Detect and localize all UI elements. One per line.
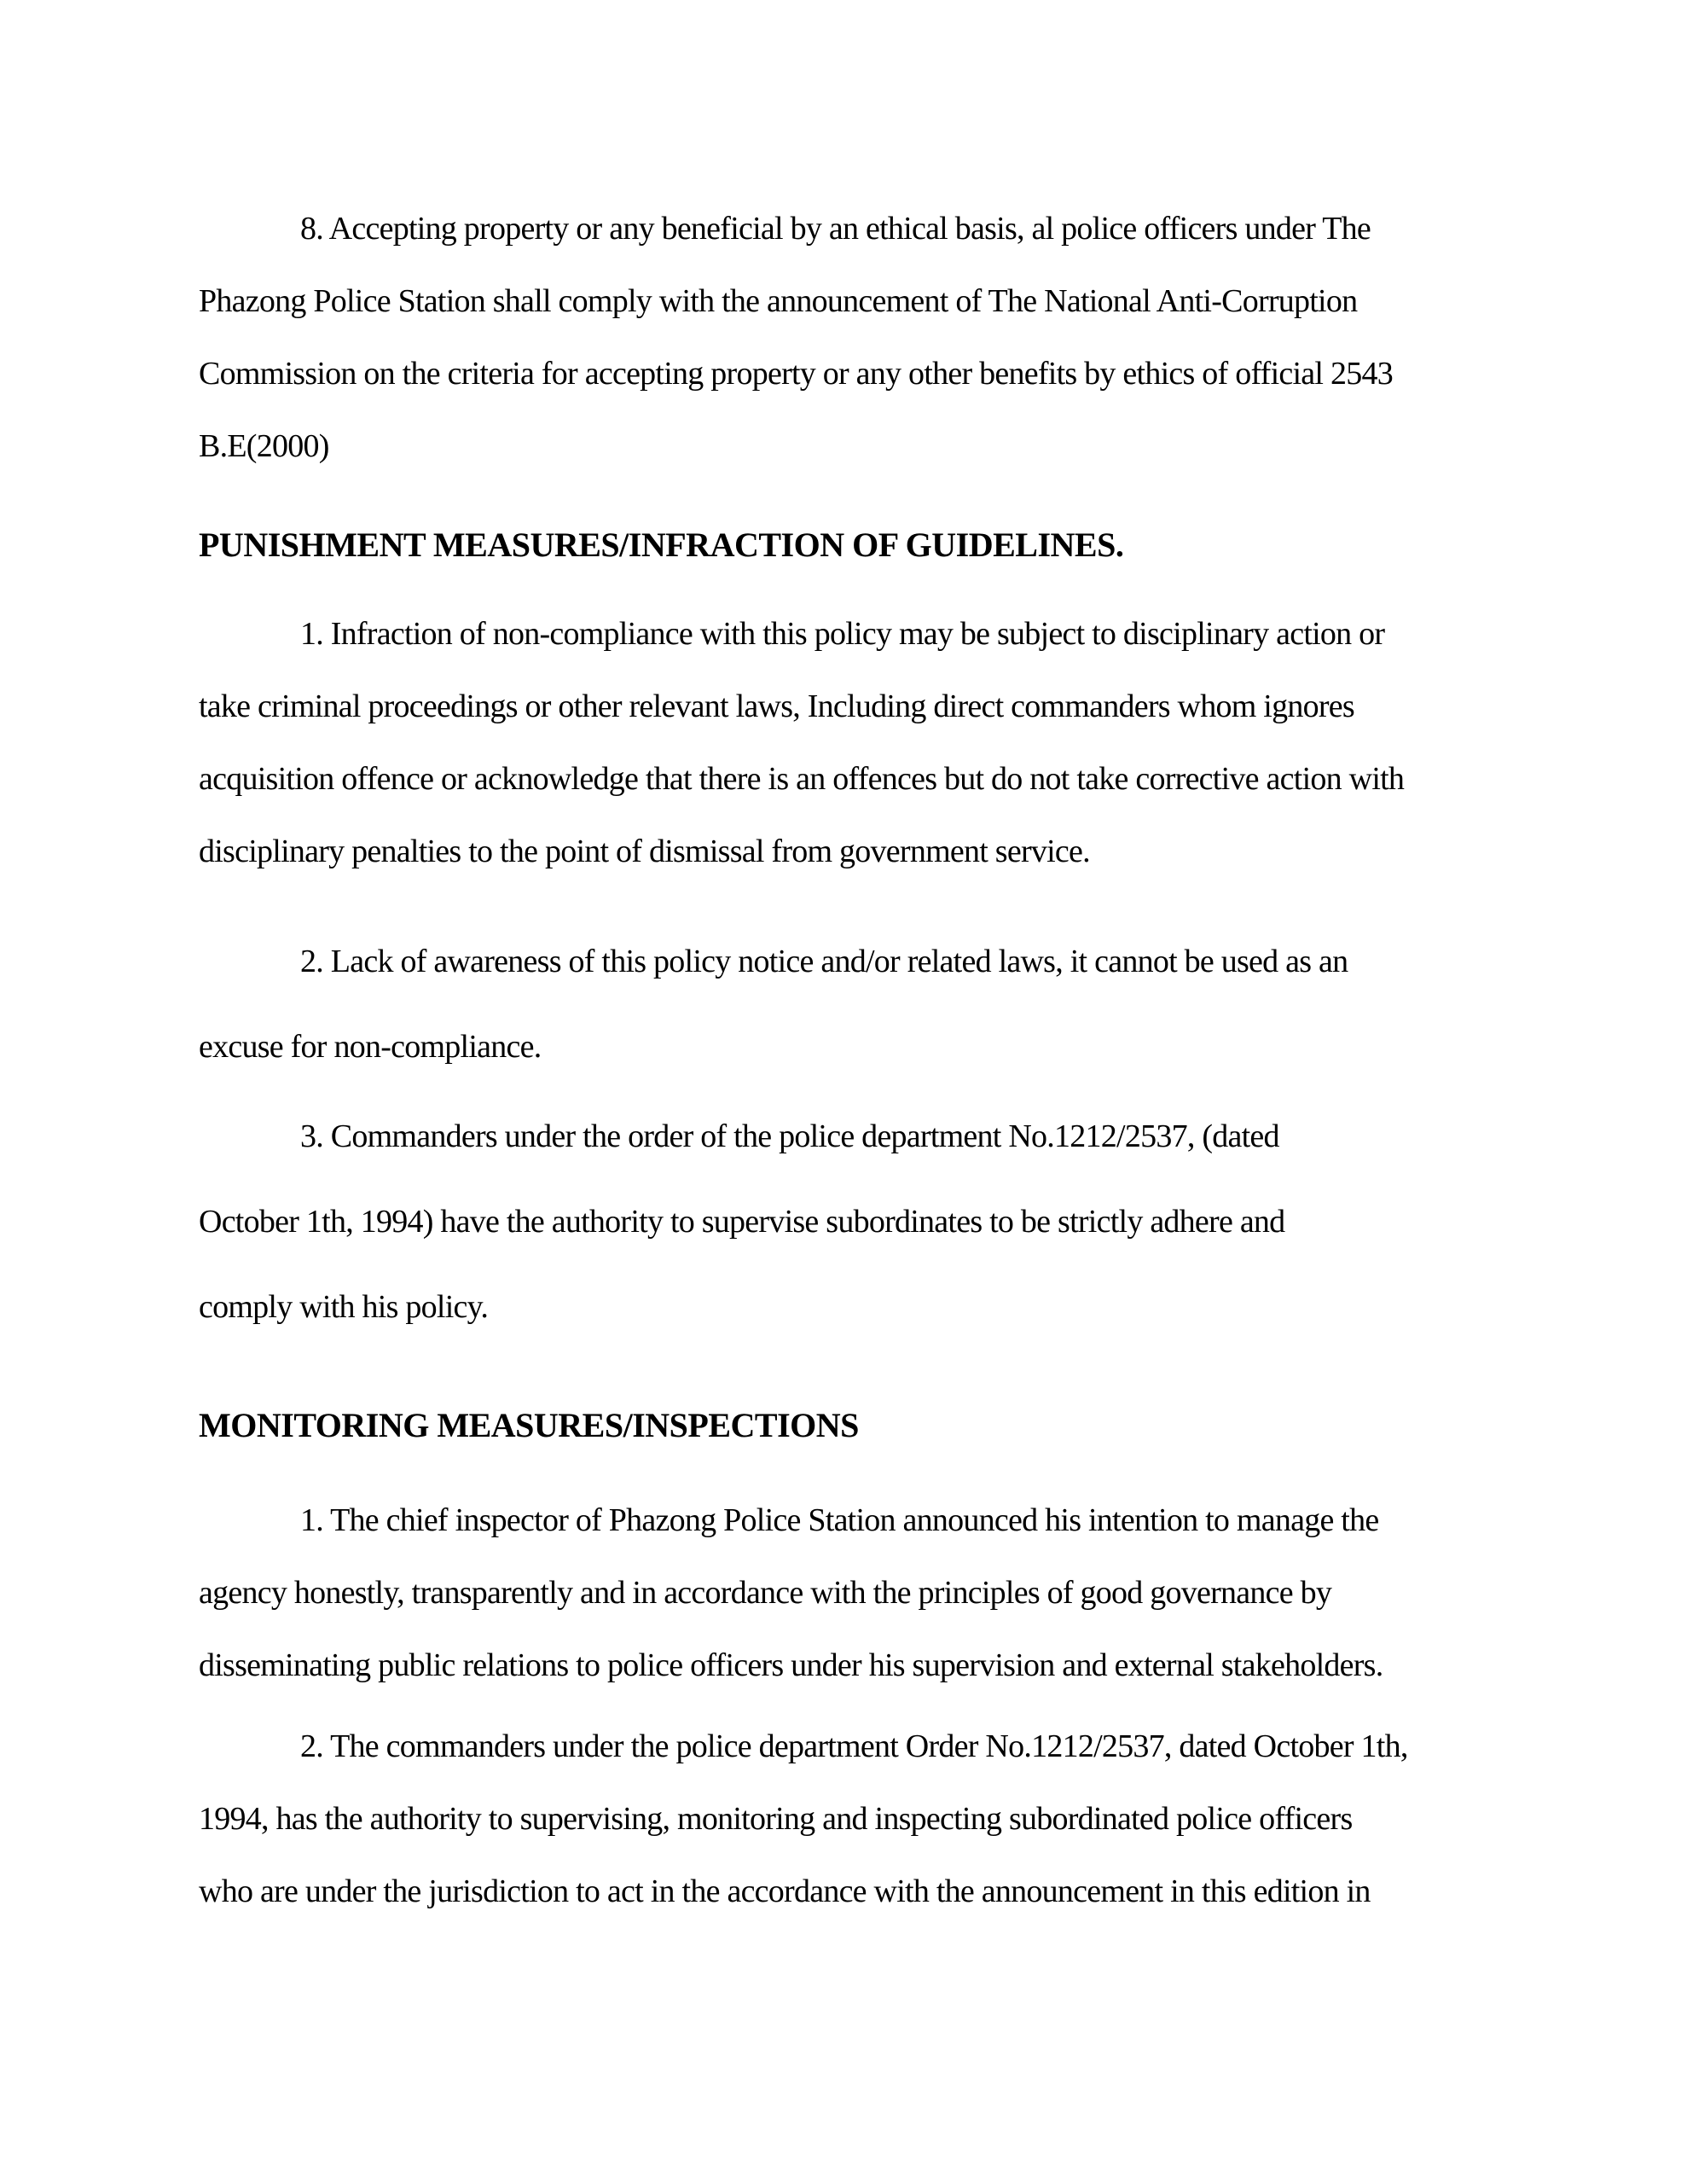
heading-monitoring-measures: MONITORING MEASURES/INSPECTIONS (199, 1406, 859, 1444)
text-line: who are under the jurisdiction to act in the accordance with the announcement in this edition in (199, 1873, 1371, 1909)
text-line: 8. Accepting property or any beneficial by an ethical basis, al police officers under The (300, 211, 1371, 247)
text-line: 1. The chief inspector of Phazong Police Station announced his intention to manage the (300, 1502, 1379, 1538)
text-line: Commission on the criteria for accepting property or any other benefits by ethics of official 2543 (199, 356, 1393, 392)
text-line: October 1th, 1994) have the authority to supervise subordinates to be strictly adhere and (199, 1204, 1285, 1240)
paragraph-commanders-order (199, 1094, 1516, 1350)
text-line: take criminal proceedings or other relevant laws, Including direct commanders whom ignores (199, 688, 1354, 724)
paragraph-accepting-property (199, 193, 1516, 483)
paragraph-chief-inspector (199, 1484, 1516, 1702)
text-line: 1994, has the authority to supervising, monitoring and inspecting subordinated police officers (199, 1801, 1353, 1837)
text-line: 2. The commanders under the police department Order No.1212/2537, dated October 1th, (300, 1728, 1408, 1764)
paragraph-commanders-supervising (199, 1711, 1516, 1928)
text-line: 3. Commanders under the order of the police department No.1212/2537, (dated (300, 1118, 1279, 1154)
text-line: agency honestly, transparently and in accordance with the principles of good governance by (199, 1575, 1332, 1611)
text-line: 2. Lack of awareness of this policy notice and/or related laws, it cannot be used as an (300, 944, 1348, 979)
paragraph-infraction (199, 598, 1516, 888)
text-line: excuse for non-compliance. (199, 1029, 542, 1065)
text-line: disciplinary penalties to the point of dismissal from government service. (199, 834, 1090, 869)
text-line: 1. Infraction of non-compliance with this policy may be subject to disciplinary action or (300, 616, 1385, 652)
text-line: acquisition offence or acknowledge that there is an offences but do not take corrective action with (199, 761, 1405, 797)
text-line: disseminating public relations to police officers under his supervision and external stakeholders. (199, 1647, 1383, 1683)
text-line: comply with his policy. (199, 1289, 489, 1325)
paragraph-lack-of-awareness (199, 919, 1516, 1089)
heading-punishment-measures: PUNISHMENT MEASURES/INFRACTION OF GUIDELINES. (199, 526, 1124, 564)
text-line: Phazong Police Station shall comply with the announcement of The National Anti-Corruption (199, 283, 1358, 319)
text-line: B.E(2000) (199, 428, 329, 464)
